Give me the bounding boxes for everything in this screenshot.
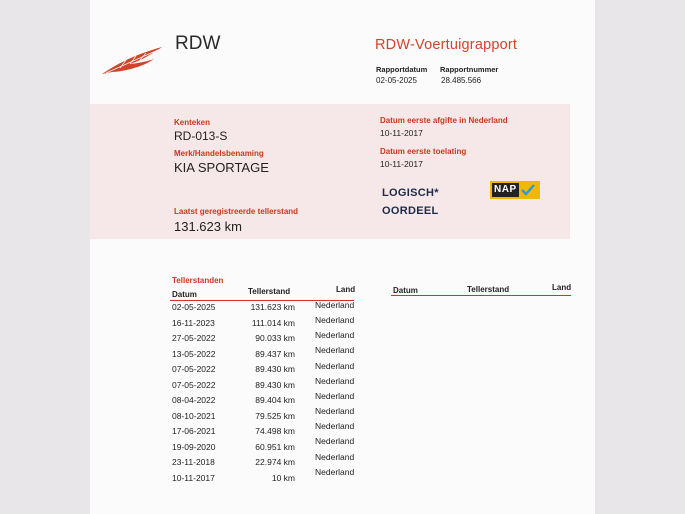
report-number-label: Rapportnummer bbox=[440, 65, 499, 74]
first-nl-date-label: Datum eerste afgifte in Nederland bbox=[380, 116, 508, 125]
rdw-feather-logo-icon bbox=[100, 44, 166, 76]
table-row bbox=[90, 300, 355, 317]
table-row bbox=[90, 390, 355, 410]
row-date: 16-11-2023 bbox=[172, 317, 215, 328]
plate-value: RD-013-S bbox=[174, 129, 228, 143]
row-country: Nederland bbox=[315, 360, 355, 371]
column-header-date-right: Datum bbox=[393, 286, 418, 295]
readings-section-title: Tellerstanden bbox=[172, 276, 224, 285]
row-km: 131.623 km bbox=[250, 302, 295, 312]
make-value: KIA SPORTAGE bbox=[174, 160, 269, 175]
row-date: 08-04-2022 bbox=[172, 395, 216, 405]
row-date: 02-05-2025 bbox=[172, 302, 216, 312]
first-admission-label: Datum eerste toelating bbox=[380, 147, 467, 156]
report-date-value: 02-05-2025 bbox=[376, 76, 417, 85]
row-date: 17-06-2021 bbox=[172, 426, 216, 436]
row-country: Nederland bbox=[315, 466, 355, 477]
row-country: Nederland bbox=[315, 330, 355, 341]
report-page bbox=[90, 0, 595, 514]
first-admission-value: 10-11-2017 bbox=[380, 159, 423, 169]
row-date: 10-11-2017 bbox=[172, 472, 215, 483]
report-title: RDW-Voertuigrapport bbox=[375, 37, 518, 53]
row-date: 07-05-2022 bbox=[172, 364, 216, 374]
column-header-country-right: Land bbox=[552, 283, 572, 292]
nap-badge bbox=[490, 181, 540, 199]
checkmark-icon bbox=[520, 183, 536, 197]
table-row bbox=[90, 451, 355, 472]
report-number-value: 28.485.566 bbox=[441, 76, 482, 85]
column-header-country: Land bbox=[336, 285, 356, 294]
row-country: Nederland bbox=[315, 345, 355, 356]
verdict-line-2: OORDEEL bbox=[382, 205, 439, 217]
brand-name: RDW bbox=[175, 33, 221, 54]
table-header-divider-right bbox=[391, 295, 571, 296]
column-header-km-right: Tellerstand bbox=[467, 285, 510, 294]
row-country: Nederland bbox=[315, 421, 355, 432]
row-date: 23-11-2018 bbox=[172, 457, 215, 467]
row-date: 19-09-2020 bbox=[172, 441, 216, 452]
odometer-value: 131.623 km bbox=[174, 219, 242, 234]
row-km: 89.430 km bbox=[255, 379, 295, 390]
report-date-label: Rapportdatum bbox=[376, 65, 428, 74]
readings-table bbox=[90, 302, 390, 492]
row-date: 07-05-2022 bbox=[172, 379, 216, 390]
row-date: 27-05-2022 bbox=[172, 333, 216, 343]
table-row bbox=[90, 375, 355, 395]
odometer-label: Laatst geregistreerde tellerstand bbox=[174, 207, 299, 216]
row-km: 111.014 km bbox=[251, 317, 295, 328]
table-row bbox=[90, 406, 355, 426]
row-km: 60.951 km bbox=[255, 441, 295, 452]
row-date: 13-05-2022 bbox=[172, 348, 216, 359]
nap-badge-text: NAP bbox=[494, 184, 517, 195]
row-km: 90.033 km bbox=[255, 333, 295, 343]
column-header-km: Tellerstand bbox=[248, 287, 291, 296]
make-label: Merk/Handelsbenaming bbox=[174, 149, 264, 158]
table-row bbox=[90, 421, 355, 441]
table-row bbox=[90, 315, 355, 333]
table-row bbox=[90, 466, 355, 488]
row-country: Nederland bbox=[315, 390, 355, 401]
row-country: Nederland bbox=[315, 315, 355, 326]
row-date: 08-10-2021 bbox=[172, 410, 216, 421]
row-km: 89.404 km bbox=[255, 395, 295, 405]
table-row bbox=[90, 330, 355, 348]
column-header-date: Datum bbox=[172, 290, 197, 299]
row-country: Nederland bbox=[315, 451, 355, 462]
row-km: 89.430 km bbox=[255, 364, 295, 374]
plate-label: Kenteken bbox=[174, 118, 211, 127]
row-country: Nederland bbox=[315, 436, 355, 447]
table-row bbox=[90, 436, 355, 457]
row-km: 79.525 km bbox=[255, 410, 295, 421]
row-km: 22.974 km bbox=[255, 457, 295, 467]
verdict-line-1: LOGISCH* bbox=[382, 187, 439, 199]
table-row bbox=[90, 360, 355, 379]
row-km: 89.437 km bbox=[255, 348, 295, 359]
row-country: Nederland bbox=[315, 406, 355, 417]
row-country: Nederland bbox=[315, 300, 355, 310]
row-country: Nederland bbox=[315, 375, 355, 386]
row-km: 74.498 km bbox=[255, 426, 295, 436]
table-row bbox=[90, 345, 355, 364]
row-km: 10 km bbox=[271, 472, 295, 483]
first-nl-date-value: 10-11-2017 bbox=[380, 128, 423, 138]
